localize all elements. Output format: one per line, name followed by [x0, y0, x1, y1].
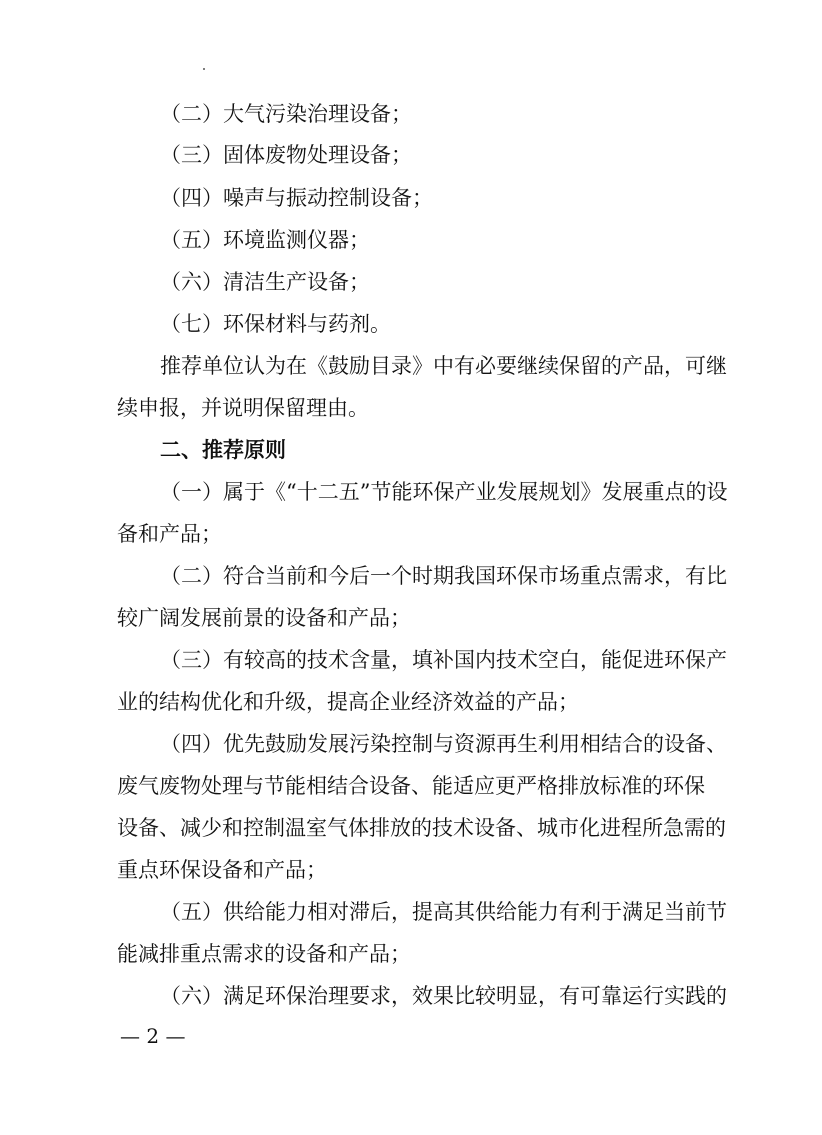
- principle-4-line-4: 重点环保设备和产品；: [117, 858, 327, 882]
- list-item-2: （二）大气污染治理设备；: [160, 102, 412, 126]
- principle-1-line-2: 备和产品；: [117, 522, 222, 546]
- list-item-4: （四）噪声与振动控制设备；: [160, 186, 433, 210]
- principle-4-line-1: （四）优先鼓励发展污染控制与资源再生利用相结合的设备、: [160, 732, 727, 756]
- page-number: — 2 —: [120, 1024, 186, 1048]
- retention-note-line-2: 续申报，并说明保留理由。: [117, 396, 369, 420]
- list-item-5: （五）环境监测仪器；: [160, 228, 370, 252]
- scan-speck: [203, 68, 205, 70]
- principle-3-line-1: （三）有较高的技术含量，填补国内技术空白，能促进环保产: [160, 648, 727, 672]
- principle-1-line-1: （一）属于《“十二五”节能环保产业发展规划》发展重点的设: [160, 480, 728, 504]
- retention-note-line-1: 推荐单位认为在《鼓励目录》中有必要继续保留的产品，可继: [160, 354, 727, 378]
- list-item-3: （三）固体废物处理设备；: [160, 143, 412, 167]
- principle-6-line-1: （六）满足环保治理要求，效果比较明显，有可靠运行实践的: [160, 984, 727, 1008]
- principle-5-line-2: 能减排重点需求的设备和产品；: [117, 942, 411, 966]
- section-heading: 二、推荐原则: [160, 437, 286, 462]
- principle-2-line-1: （二）符合当前和今后一个时期我国环保市场重点需求，有比: [160, 564, 727, 588]
- principle-3-line-2: 业的结构优化和升级，提高企业经济效益的产品；: [117, 690, 579, 714]
- list-item-7: （七）环保材料与药剂。: [160, 312, 391, 336]
- principle-5-line-1: （五）供给能力相对滞后，提高其供给能力有利于满足当前节: [160, 900, 727, 924]
- principle-4-line-2: 废气废物处理与节能相结合设备、能适应更严格排放标准的环保: [117, 774, 705, 798]
- principle-4-line-3: 设备、减少和控制温室气体排放的技术设备、城市化进程所急需的: [117, 816, 726, 840]
- principle-2-line-2: 较广阔发展前景的设备和产品；: [117, 606, 411, 630]
- list-item-6: （六）清洁生产设备；: [160, 270, 370, 294]
